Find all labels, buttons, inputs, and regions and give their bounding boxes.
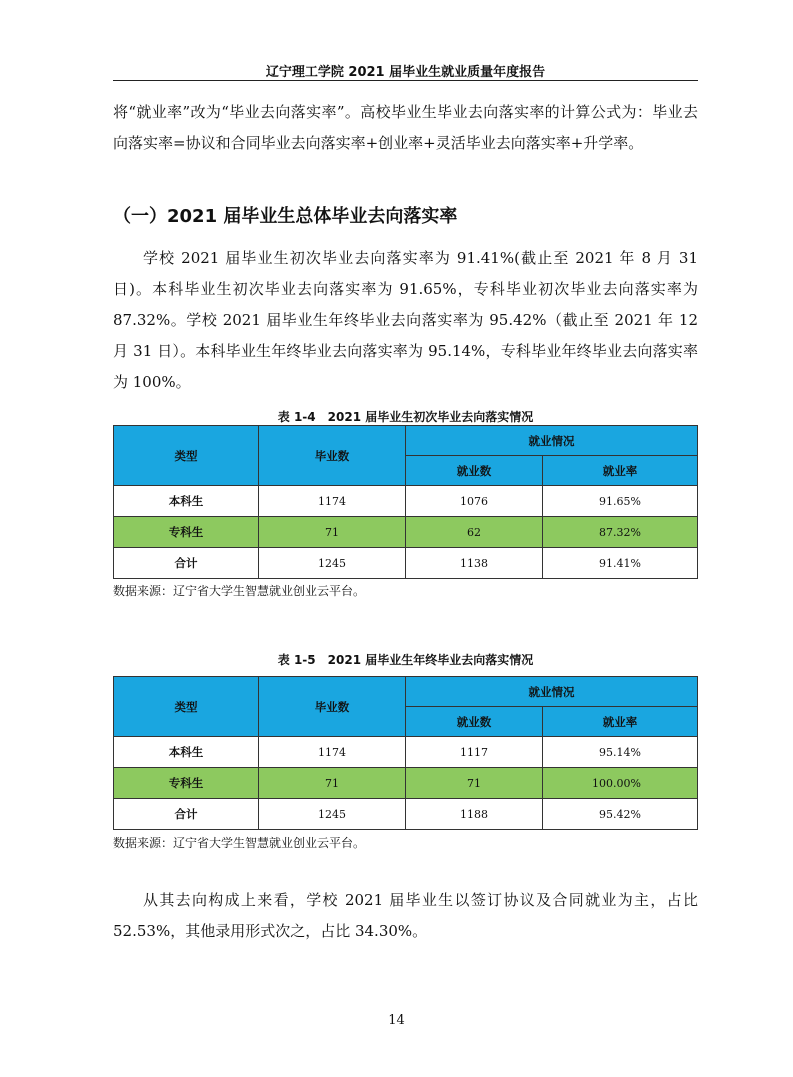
row-graduates: 1174 <box>259 737 406 768</box>
table2-source: 数据来源：辽宁省大学生智慧就业创业云平台。 <box>113 836 366 850</box>
table-row <box>114 768 698 799</box>
intro-paragraph: 将“就业率”改为“毕业去向落实率”。高校毕业生毕业去向落实率的计算公式为：毕业去向落实率=协议和合同毕业去向落实率+创业率+灵活毕业去向落实率+升学率。 <box>113 103 698 152</box>
table-row <box>114 548 698 579</box>
section-heading: （一）2021 届毕业生总体毕业去向落实率 <box>113 206 458 227</box>
row-employed: 1076 <box>406 486 543 517</box>
row-employed: 62 <box>406 517 543 548</box>
table2-header-employed: 就业数 <box>406 707 543 737</box>
table2-caption: 表 1-5 2021 届毕业生年终毕业去向落实情况 <box>277 653 534 667</box>
row-type: 专科生 <box>114 768 259 799</box>
row-graduates: 1174 <box>259 486 406 517</box>
table-row <box>114 799 698 830</box>
row-employed: 1138 <box>406 548 543 579</box>
row-rate: 91.41% <box>543 548 698 579</box>
row-type: 合计 <box>114 548 259 579</box>
table2-header-graduates: 毕业数 <box>259 677 406 737</box>
row-graduates: 71 <box>259 517 406 548</box>
row-employed: 1117 <box>406 737 543 768</box>
row-graduates: 1245 <box>259 548 406 579</box>
row-rate: 91.65% <box>543 486 698 517</box>
report-header-title: 辽宁理工学院 2021 届毕业生就业质量年度报告 <box>265 65 546 80</box>
table-row <box>114 486 698 517</box>
row-type: 专科生 <box>114 517 259 548</box>
table-row <box>114 737 698 768</box>
table1-caption: 表 1-4 2021 届毕业生初次毕业去向落实情况 <box>277 410 534 424</box>
table1-header-graduates: 毕业数 <box>259 426 406 486</box>
row-graduates: 1245 <box>259 799 406 830</box>
section-paragraph: 学校 2021 届毕业生初次毕业去向落实率为 91.41%(截止至 2021 年 8 月 31 日)。本科毕业生初次毕业去向落实率为 91.65%，专科毕业初次毕业去向落实率为 87.32%。学校 2021 届毕业生年终毕业去向落实率为 95.42%（截止至 2021 年 12 月 31 日）。本科毕业生年终毕业去向落实率为 95.14%，专科毕业年终毕业去向落实率为 100%。 <box>113 249 698 391</box>
row-type: 合计 <box>114 799 259 830</box>
row-rate: 100.00% <box>543 768 698 799</box>
row-rate: 95.14% <box>543 737 698 768</box>
table2-header-rate: 就业率 <box>543 707 698 737</box>
row-graduates: 71 <box>259 768 406 799</box>
row-employed: 1188 <box>406 799 543 830</box>
row-employed: 71 <box>406 768 543 799</box>
table1-header-employment: 就业情况 <box>406 426 698 456</box>
table2-header-type: 类型 <box>114 677 259 737</box>
table1-header-type: 类型 <box>114 426 259 486</box>
table1-header-rate: 就业率 <box>543 456 698 486</box>
table1-header-employed: 就业数 <box>406 456 543 486</box>
row-type: 本科生 <box>114 486 259 517</box>
page-number: 14 <box>388 1013 405 1028</box>
row-rate: 95.42% <box>543 799 698 830</box>
table2-header-employment: 就业情况 <box>406 677 698 707</box>
header-divider <box>113 80 698 81</box>
closing-paragraph: 从其去向构成上来看，学校 2021 届毕业生以签订协议及合同就业为主，占比 52.53%，其他录用形式次之，占比 34.30%。 <box>113 891 698 940</box>
table-row <box>114 517 698 548</box>
table2 <box>113 676 698 830</box>
row-type: 本科生 <box>114 737 259 768</box>
table1-source: 数据来源：辽宁省大学生智慧就业创业云平台。 <box>113 584 366 598</box>
table1 <box>113 425 698 579</box>
row-rate: 87.32% <box>543 517 698 548</box>
